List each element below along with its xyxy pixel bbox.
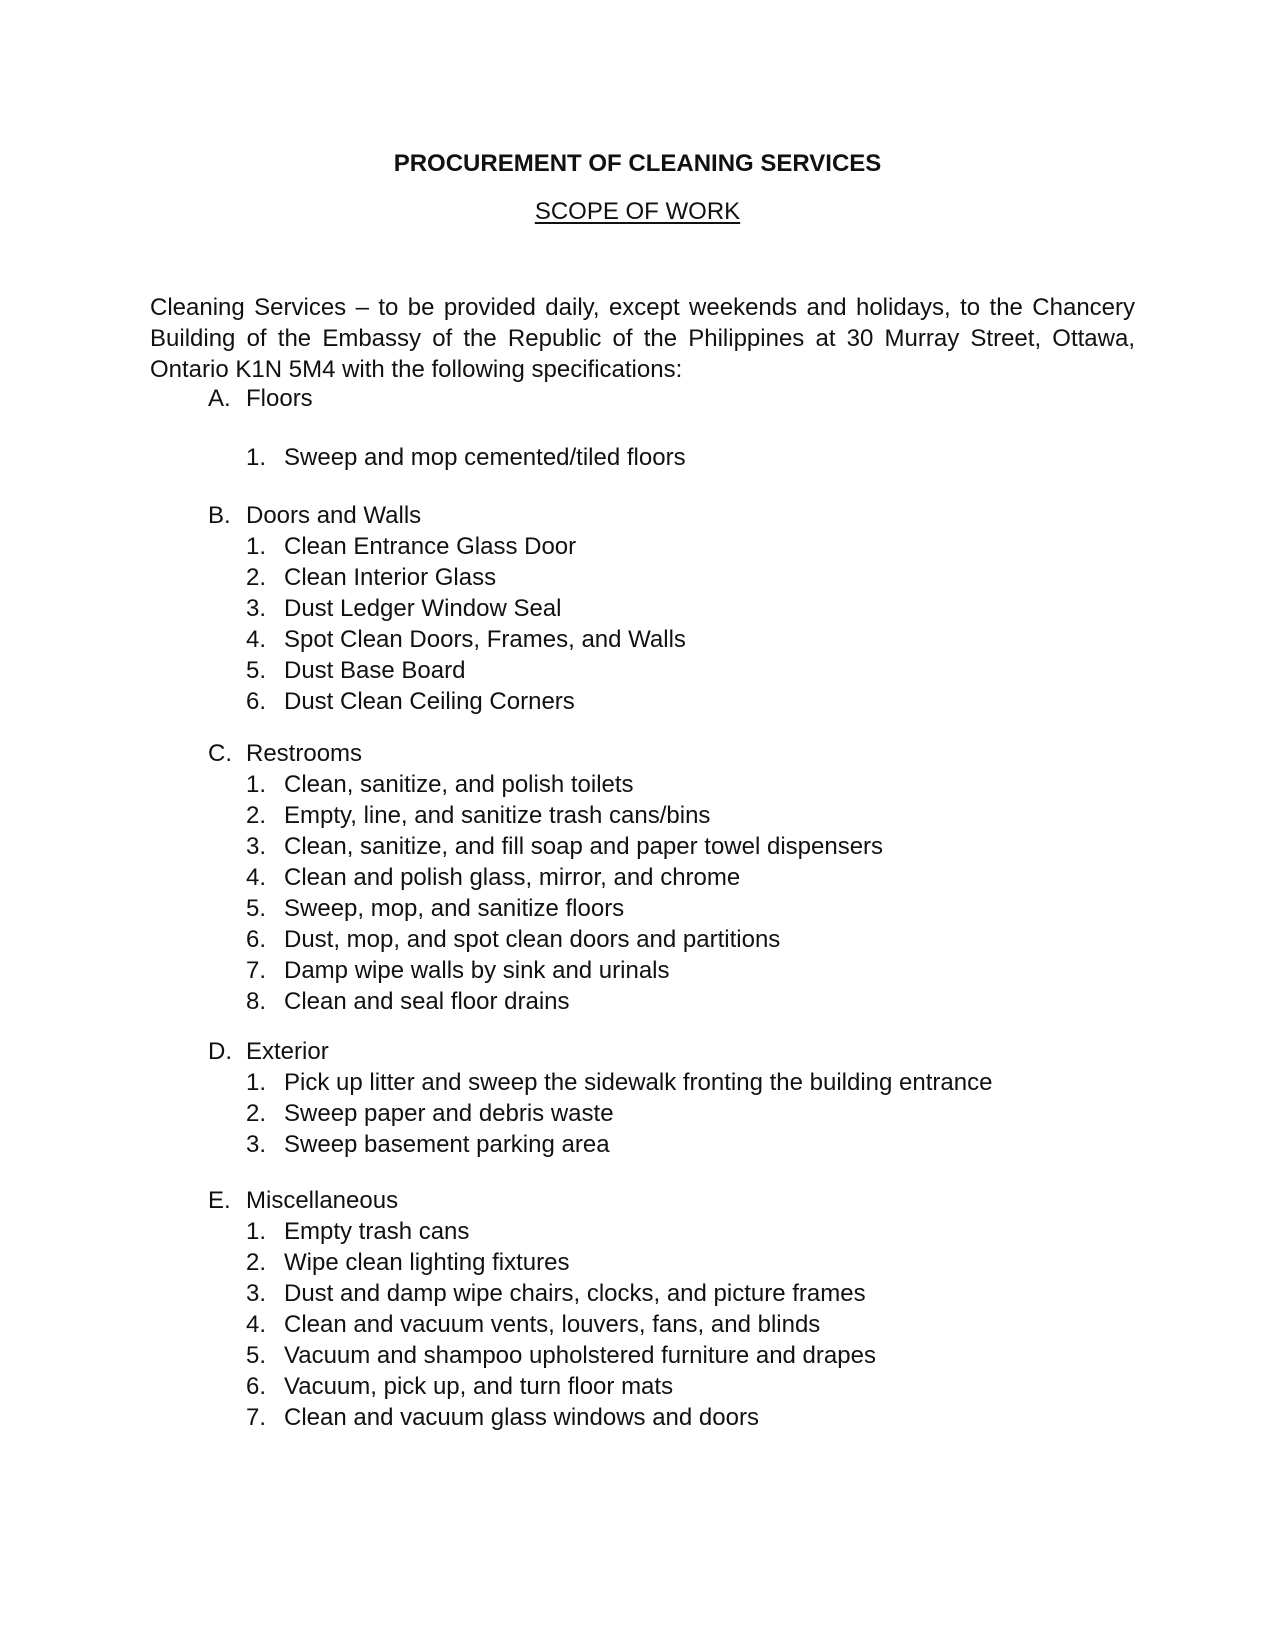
section-title: Doors and Walls <box>246 502 422 529</box>
item-number: 3. <box>246 833 267 860</box>
list-item <box>208 955 1108 986</box>
item-number: 1. <box>246 533 267 560</box>
list-item <box>208 593 1108 624</box>
list-item <box>208 1216 1108 1247</box>
list-item <box>208 531 1108 562</box>
item-list <box>208 1216 1108 1433</box>
item-text: Wipe clean lighting fixtures <box>284 1249 570 1276</box>
intro-line: Cleaning Services – to be provided daily, except weekends and holidays, to the Chancery <box>150 294 1135 321</box>
list-item <box>208 1371 1108 1402</box>
section-title: Restrooms <box>246 740 363 767</box>
list-item <box>208 893 1108 924</box>
item-text: Empty trash cans <box>284 1218 470 1245</box>
item-number: 6. <box>246 926 267 953</box>
list-item <box>208 1340 1108 1371</box>
item-number: 2. <box>246 802 267 829</box>
item-number: 8. <box>246 988 267 1015</box>
item-number: 3. <box>246 1131 267 1158</box>
item-number: 6. <box>246 1373 267 1400</box>
item-number: 1. <box>246 771 267 798</box>
item-number: 4. <box>246 626 267 653</box>
item-number: 5. <box>246 657 267 684</box>
section-letter: C. <box>208 740 232 767</box>
list-item <box>208 1129 1108 1160</box>
section-heading <box>208 738 1108 769</box>
item-text: Vacuum and shampoo upholstered furniture and drapes <box>284 1342 876 1369</box>
section-exterior <box>208 1036 1108 1160</box>
item-number: 5. <box>246 1342 267 1369</box>
item-number: 2. <box>246 1100 267 1127</box>
section-title: Exterior <box>246 1038 329 1065</box>
item-text: Sweep and mop cemented/tiled floors <box>284 444 686 471</box>
item-text: Dust and damp wipe chairs, clocks, and picture frames <box>284 1280 866 1307</box>
item-text: Damp wipe walls by sink and urinals <box>284 957 670 984</box>
section-title: Miscellaneous <box>246 1187 399 1214</box>
item-number: 1. <box>246 1069 267 1096</box>
document-title: PROCUREMENT OF CLEANING SERVICES <box>393 150 882 177</box>
item-number: 4. <box>246 864 267 891</box>
item-text: Sweep basement parking area <box>284 1131 610 1158</box>
item-number: 7. <box>246 957 267 984</box>
item-number: 6. <box>246 688 267 715</box>
item-list <box>208 769 1108 1017</box>
item-text: Spot Clean Doors, Frames, and Walls <box>284 626 686 653</box>
list-item <box>208 1309 1108 1340</box>
list-item <box>208 831 1108 862</box>
item-text: Clean Interior Glass <box>284 564 497 591</box>
item-text: Sweep paper and debris waste <box>284 1100 614 1127</box>
section-letter: D. <box>208 1038 232 1065</box>
list-item <box>208 800 1108 831</box>
item-text: Vacuum, pick up, and turn floor mats <box>284 1373 674 1400</box>
section-miscellaneous <box>208 1185 1108 1433</box>
list-item <box>208 769 1108 800</box>
item-text: Clean Entrance Glass Door <box>284 533 577 560</box>
section-letter: E. <box>208 1187 231 1214</box>
item-text: Dust Ledger Window Seal <box>284 595 562 622</box>
section-heading <box>208 383 1108 414</box>
document-subtitle <box>0 197 1275 227</box>
item-text: Empty, line, and sanitize trash cans/bins <box>284 802 711 829</box>
item-text: Clean and vacuum vents, louvers, fans, and blinds <box>284 1311 821 1338</box>
list-item <box>208 924 1108 955</box>
item-list <box>208 531 1108 717</box>
section-letter: A. <box>208 385 231 412</box>
list-item <box>208 986 1108 1017</box>
item-text: Clean and vacuum glass windows and doors <box>284 1404 759 1431</box>
item-number: 1. <box>246 1218 267 1245</box>
section-doors-and-walls <box>208 500 1108 717</box>
item-number: 7. <box>246 1404 267 1431</box>
item-text: Dust Clean Ceiling Corners <box>284 688 575 715</box>
list-item <box>208 655 1108 686</box>
list-item <box>208 862 1108 893</box>
item-text: Clean, sanitize, and fill soap and paper towel dispensers <box>284 833 884 860</box>
list-item <box>208 624 1108 655</box>
section-floors <box>208 383 1108 473</box>
list-item <box>208 1247 1108 1278</box>
item-number: 1. <box>246 444 267 471</box>
item-list <box>208 442 1108 473</box>
section-restrooms <box>208 738 1108 1017</box>
item-text: Dust, mop, and spot clean doors and partitions <box>284 926 781 953</box>
section-heading <box>208 1185 1108 1216</box>
list-item <box>208 686 1108 717</box>
item-text: Sweep, mop, and sanitize floors <box>284 895 625 922</box>
item-list <box>208 1067 1108 1160</box>
item-text: Clean and seal floor drains <box>284 988 570 1015</box>
item-number: 3. <box>246 595 267 622</box>
section-title: Floors <box>246 385 313 412</box>
subtitle-text: SCOPE OF WORK <box>534 198 741 225</box>
item-number: 4. <box>246 1311 267 1338</box>
section-letter: B. <box>208 502 231 529</box>
list-item <box>208 1098 1108 1129</box>
intro-paragraph <box>150 292 1135 385</box>
section-heading <box>208 1036 1108 1067</box>
item-number: 3. <box>246 1280 267 1307</box>
list-item <box>208 562 1108 593</box>
item-number: 5. <box>246 895 267 922</box>
item-text: Pick up litter and sweep the sidewalk fronting the building entrance <box>284 1069 993 1096</box>
section-heading <box>208 500 1108 531</box>
item-number: 2. <box>246 1249 267 1276</box>
intro-line: Building of the Embassy of the Republic of the Philippines at 30 Murray Street, Ottawa, <box>150 325 1135 352</box>
item-number: 2. <box>246 564 267 591</box>
list-item <box>208 1402 1108 1433</box>
item-text: Dust Base Board <box>284 657 466 684</box>
item-text: Clean and polish glass, mirror, and chrome <box>284 864 741 891</box>
list-item <box>208 1067 1108 1098</box>
list-item <box>208 1278 1108 1309</box>
item-text: Clean, sanitize, and polish toilets <box>284 771 634 798</box>
list-item <box>208 442 1108 473</box>
intro-line: Ontario K1N 5M4 with the following specifications: <box>150 356 683 383</box>
